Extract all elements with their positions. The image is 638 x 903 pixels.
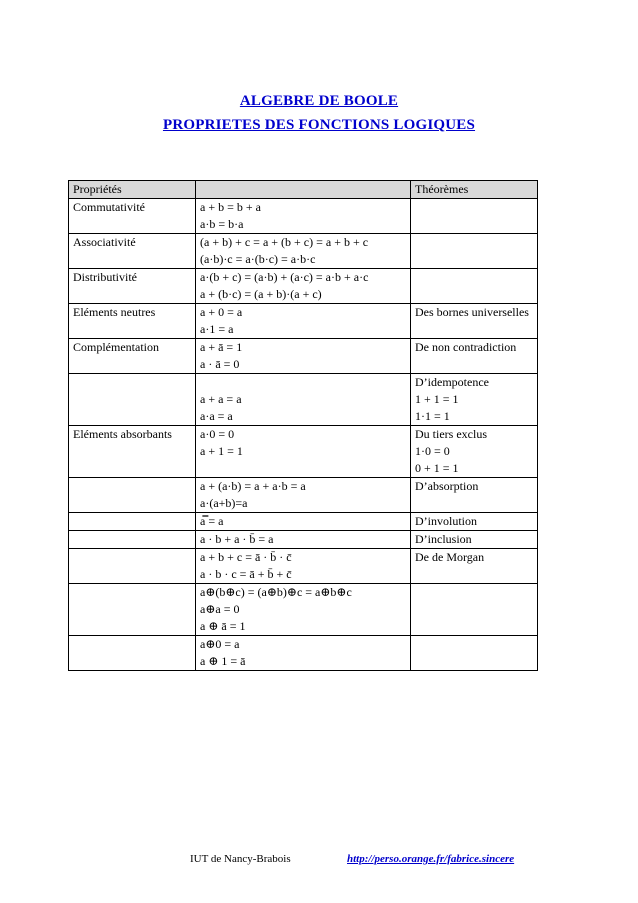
table-header-row <box>69 181 538 199</box>
table-row <box>69 234 538 269</box>
property-cell: Eléments neutres <box>69 304 196 339</box>
formula-line: a + ā = 1 <box>200 340 243 354</box>
theorem-line: Des bornes universelles <box>415 305 529 319</box>
formula-line: a · b · c = ā + b̄ + c̄ <box>200 567 292 581</box>
property-cell <box>69 549 196 584</box>
theorem-line: D’absorption <box>415 479 479 493</box>
theorem-cell <box>411 374 538 426</box>
theorem-cell <box>411 636 538 671</box>
theorem-cell <box>411 304 538 339</box>
property-cell <box>69 584 196 636</box>
theorem-line: 0 + 1 = 1 <box>415 461 459 475</box>
property-cell <box>69 531 196 549</box>
theorem-cell <box>411 339 538 374</box>
theorem-line: De de Morgan <box>415 550 485 564</box>
table-row <box>69 304 538 339</box>
formula-cell <box>196 199 411 234</box>
property-cell: Complémentation <box>69 339 196 374</box>
theorem-cell <box>411 513 538 531</box>
theorem-line: 1 + 1 = 1 <box>415 392 459 406</box>
formula-line: a·a = a <box>200 409 233 423</box>
formula-line: a·(a+b)=a <box>200 496 248 510</box>
formula-line: a·0 = 0 <box>200 427 235 441</box>
table-row <box>69 636 538 671</box>
theorem-cell <box>411 478 538 513</box>
formula-line: a + (a·b) = a + a·b = a <box>200 479 306 493</box>
formula-line: a + 0 = a <box>200 305 243 319</box>
formula-cell <box>196 531 411 549</box>
formula-cell <box>196 513 411 531</box>
property-cell <box>69 374 196 426</box>
footer-institution: IUT de Nancy-Brabois <box>190 853 291 865</box>
formula-line: a + 1 = 1 <box>200 444 243 458</box>
formula-line: a·b = b·a <box>200 217 244 231</box>
table-row <box>69 339 538 374</box>
formula-cell <box>196 426 411 478</box>
header-properties: Propriétés <box>69 181 196 199</box>
formula-cell <box>196 374 411 426</box>
formula-line: a · b + a · b̄ = a <box>200 532 274 546</box>
theorem-line: 1·0 = 0 <box>415 444 450 458</box>
table-row <box>69 549 538 584</box>
theorem-line: D’idempotence <box>415 375 489 389</box>
theorem-line: Du tiers exclus <box>415 427 487 441</box>
formula-cell <box>196 549 411 584</box>
footer-link[interactable]: http://perso.orange.fr/fabrice.sincere <box>347 853 515 865</box>
theorem-cell <box>411 531 538 549</box>
formula-line: a · ā = 0 <box>200 357 240 371</box>
formula-line: a + a = a <box>200 392 242 406</box>
theorem-cell <box>411 584 538 636</box>
formula-cell <box>196 269 411 304</box>
formula-line: a + (b·c) = (a + b)·(a + c) <box>200 287 322 301</box>
formula-line <box>200 374 406 391</box>
table-row <box>69 478 538 513</box>
formula-line: a ⊕ 1 = ā <box>200 654 246 668</box>
header-formulas <box>196 181 411 199</box>
theorem-line: D’involution <box>415 514 477 528</box>
property-cell: Commutativité <box>69 199 196 234</box>
formula-line: a⊕(b⊕c) = (a⊕b)⊕c = a⊕b⊕c <box>200 585 352 599</box>
formula-cell <box>196 339 411 374</box>
table-row <box>69 513 538 531</box>
formula-line: a⊕0 = a <box>200 637 240 651</box>
theorem-cell <box>411 234 538 269</box>
table-row <box>69 584 538 636</box>
theorem-line: De non contradiction <box>415 340 517 354</box>
theorem-line: D’inclusion <box>415 532 472 546</box>
property-cell: Associativité <box>69 234 196 269</box>
table-row <box>69 199 538 234</box>
formula-cell <box>196 584 411 636</box>
formula-line: a̿ = a <box>200 514 224 528</box>
properties-table <box>68 180 538 671</box>
formula-line: a·1 = a <box>200 322 234 336</box>
property-cell <box>69 478 196 513</box>
theorem-cell <box>411 199 538 234</box>
property-cell <box>69 513 196 531</box>
table-row <box>69 531 538 549</box>
formula-cell <box>196 304 411 339</box>
formula-line: a·(b + c) = (a·b) + (a·c) = a·b + a·c <box>200 270 369 284</box>
formula-cell <box>196 234 411 269</box>
formula-cell <box>196 478 411 513</box>
table-row <box>69 426 538 478</box>
formula-line: a⊕a = 0 <box>200 602 240 616</box>
theorem-line: 1·1 = 1 <box>415 409 450 423</box>
formula-line: (a + b) + c = a + (b + c) = a + b + c <box>200 235 369 249</box>
theorem-cell <box>411 549 538 584</box>
property-cell: Distributivité <box>69 269 196 304</box>
property-cell <box>69 636 196 671</box>
theorem-cell <box>411 426 538 478</box>
formula-line: a + b + c = ā · b̄ · c̄ <box>200 550 292 564</box>
theorem-cell <box>411 269 538 304</box>
formula-line: (a·b)·c = a·(b·c) = a·b·c <box>200 252 316 266</box>
formula-cell <box>196 636 411 671</box>
table-row <box>69 374 538 426</box>
table-row <box>69 269 538 304</box>
property-cell: Eléments absorbants <box>69 426 196 478</box>
document-title: ALGEBRE DE BOOLE <box>239 93 399 109</box>
formula-line: a ⊕ ā = 1 <box>200 619 246 633</box>
document-subtitle: PROPRIETES DES FONCTIONS LOGIQUES <box>162 117 476 133</box>
formula-line: a + b = b + a <box>200 200 261 214</box>
header-theorems: Théorèmes <box>411 181 538 199</box>
